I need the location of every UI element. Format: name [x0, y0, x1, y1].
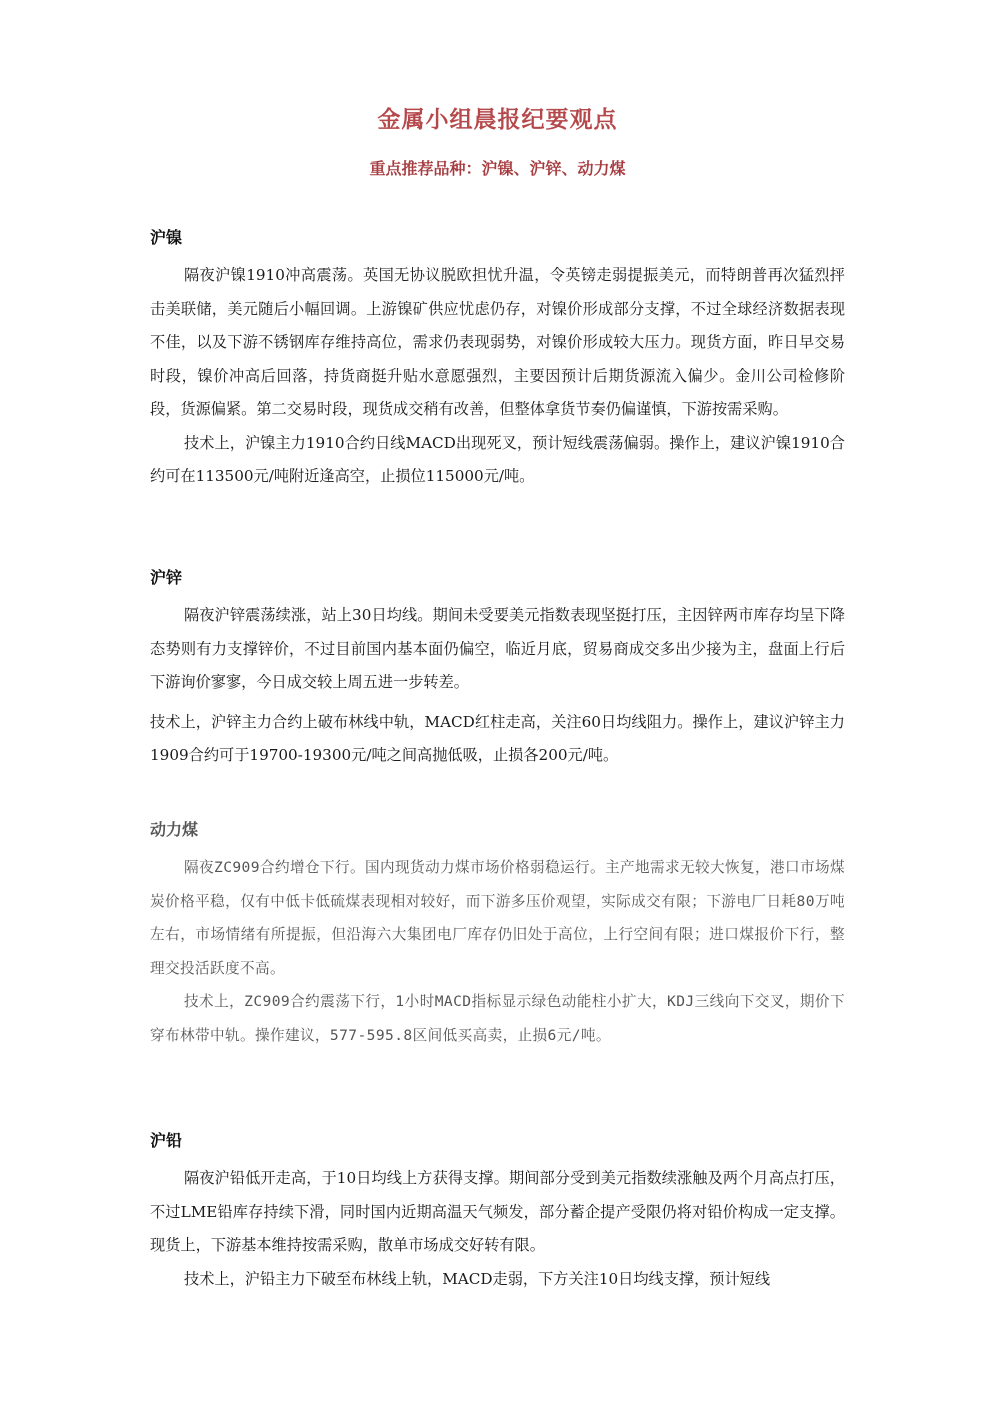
section-paragraph: 隔夜ZC909合约增仓下行。国内现货动力煤市场价格弱稳运行。主产地需求无较大恢复，港口市场煤炭价格平稳，仅有中低卡低硫煤表现相对较好，而下游多压价观望，实际成交有限；下游电厂日耗80万吨左右，市场情绪有所提振，但沿海六大集团电厂库存仍旧处于高位，上行空间有限；进口煤报价下行，整理交投活跃度不高。	[150, 859, 845, 977]
report-subtitle: 重点推荐品种：沪镍、沪锌、动力煤	[369, 159, 626, 178]
report-title: 金属小组晨报纪要观点	[377, 106, 618, 133]
section-paragraph: 隔夜沪铅低开走高，于10日均线上方获得支撑。期间部分受到美元指数续涨触及两个月高点打压，不过LME铅库存持续下滑，同时国内近期高温天气频发，部分蓄企提产受限仍将对铅价构成一定支撑。现货上，下游基本维持按需采购，散单市场成交好转有限。	[150, 1169, 845, 1254]
section-paragraph: 技术上，沪锌主力合约上破布林线中轨，MACD红柱走高，关注60日均线阻力。操作上，建议沪锌主力1909合约可于19700-19300元/吨之间高抛低吸，止损各200元/吨。	[150, 712, 845, 764]
section-paragraph: 技术上，ZC909合约震荡下行，1小时MACD指标显示绿色动能柱小扩大，KDJ三线向下交叉，期价下穿布林带中轨。操作建议，577-595.8区间低买高卖，止损6元/吨。	[150, 993, 845, 1044]
section-heading: 动力煤	[150, 820, 199, 839]
section-lead	[150, 1128, 845, 1296]
section-zinc	[150, 565, 845, 773]
section-paragraph: 技术上，沪铅主力下破至布林线上轨，MACD走弱，下方关注10日均线支撑，预计短线	[184, 1269, 771, 1288]
section-heading: 沪铅	[150, 1131, 183, 1150]
section-heading: 沪锌	[150, 568, 183, 587]
section-paragraph: 隔夜沪锌震荡续涨，站上30日均线。期间未受要美元指数表现坚挺打压，主因锌两市库存均呈下降态势则有力支撑锌价，不过目前国内基本面仍偏空，临近月底，贸易商成交多出少接为主，盘面上行后下游询价寥寥，今日成交较上周五进一步转差。	[150, 606, 845, 691]
section-nickel	[150, 225, 845, 494]
section-heading: 沪镍	[150, 228, 183, 247]
section-thermal-coal	[150, 817, 845, 1052]
section-paragraph: 技术上，沪镍主力1910合约日线MACD出现死叉，预计短线震荡偏弱。操作上，建议沪镍1910合约可在113500元/吨附近逢高空，止损位115000元/吨。	[150, 433, 845, 485]
section-paragraph: 隔夜沪镍1910冲高震荡。英国无协议脱欧担忧升温，令英镑走弱提振美元，而特朗普再次猛烈抨击美联储，美元随后小幅回调。上游镍矿供应忧虑仍存，对镍价形成部分支撑，不过全球经济数据表现不佳，以及下游不锈钢库存维持高位，需求仍表现弱势，对镍价形成较大压力。现货方面，昨日早交易时段，镍价冲高后回落，持货商挺升贴水意愿强烈，主要因预计后期货源流入偏少。金川公司检修阶段，货源偏紧。第二交易时段，现货成交稍有改善，但整体拿货节奏仍偏谨慎，下游按需采购。	[150, 266, 845, 418]
